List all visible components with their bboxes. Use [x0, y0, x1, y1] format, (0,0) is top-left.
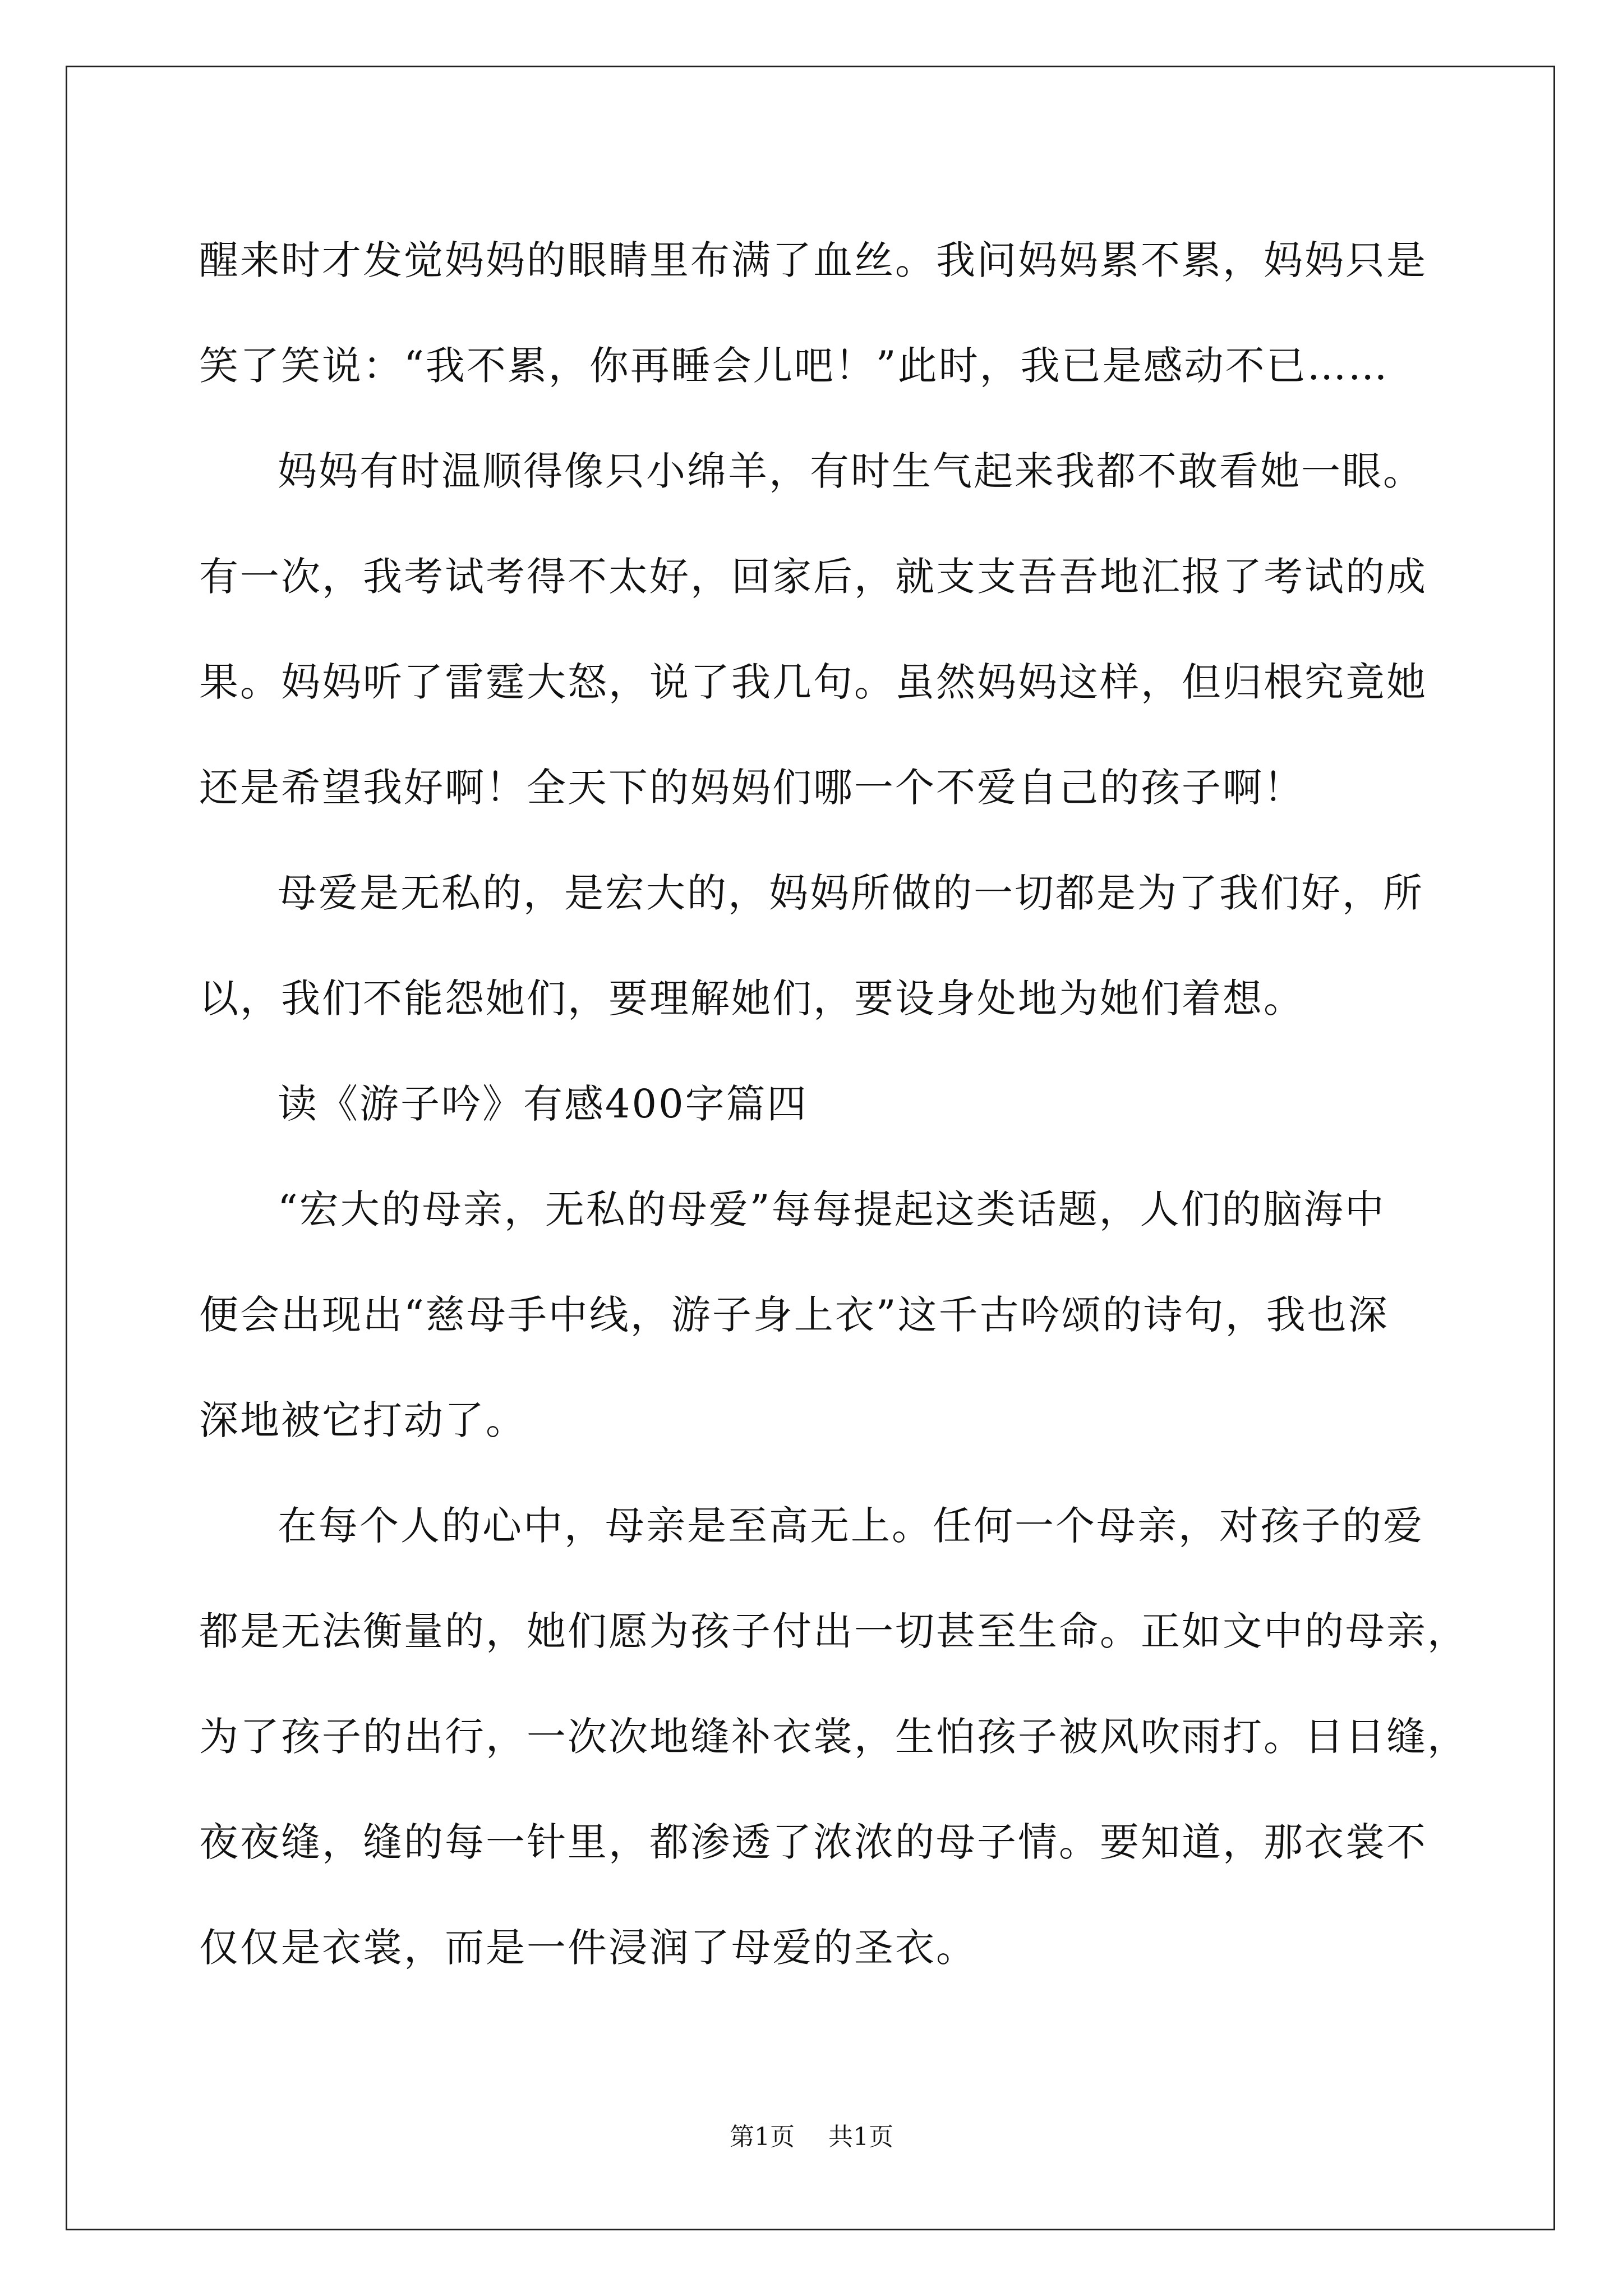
document-body: [199, 208, 1468, 2000]
page-number-current: 第1页: [730, 2123, 795, 2151]
text-line: 醒来时才发觉妈妈的眼睛里布满了血丝。我问妈妈累不累，妈妈只是: [199, 237, 1427, 283]
text-line: 便会出现出“慈母手中线，游子身上衣”这千古吟颂的诗句，我也深: [199, 1292, 1389, 1338]
text-line: 夜夜缝，缝的每一针里，都渗透了浓浓的母子情。要知道，那衣裳不: [199, 1819, 1427, 1865]
text-line: 都是无法衡量的，她们愿为孩子付出一切甚至生命。正如文中的母亲，: [199, 1608, 1468, 1654]
text-line: 以，我们不能怨她们，要理解她们，要设身处地为她们着想。: [199, 976, 1304, 1022]
text-line: 深地被它打动了。: [199, 1397, 527, 1443]
text-line: 笑了笑说：“我不累，你再睡会儿吧！”此时，我已是感动不已……: [199, 343, 1389, 389]
paragraph-start: 在每个人的心中，母亲是至高无上。任何一个母亲，对孩子的爱: [278, 1503, 1424, 1549]
paragraph-start: “宏大的母亲，无私的母爱”每每提起这类话题，人们的脑海中: [278, 1186, 1386, 1232]
paragraph-start: 母爱是无私的，是宏大的，妈妈所做的一切都是为了我们好，所: [278, 870, 1424, 916]
text-line: 仅仅是衣裳，而是一件浸润了母爱的圣衣。: [199, 1925, 977, 1971]
page-number-total: 共1页: [828, 2123, 893, 2151]
text-line: 为了孩子的出行，一次次地缝补衣裳，生怕孩子被风吹雨打。日日缝，: [199, 1714, 1468, 1760]
text-line: 果。妈妈听了雷霆大怒，说了我几句。虽然妈妈这样，但归根究竟她: [199, 659, 1427, 705]
paragraph-start: 妈妈有时温顺得像只小绵羊，有时生气起来我都不敢看她一眼。: [278, 448, 1424, 494]
section-heading: 读《游子吟》有感400字篇四: [278, 1081, 808, 1127]
text-line: 还是希望我好啊！全天下的妈妈们哪一个不爱自己的孩子啊！: [199, 765, 1304, 811]
page-footer: [0, 2120, 1623, 2154]
text-line: 有一次，我考试考得不太好，回家后，就支支吾吾地汇报了考试的成: [199, 554, 1427, 600]
